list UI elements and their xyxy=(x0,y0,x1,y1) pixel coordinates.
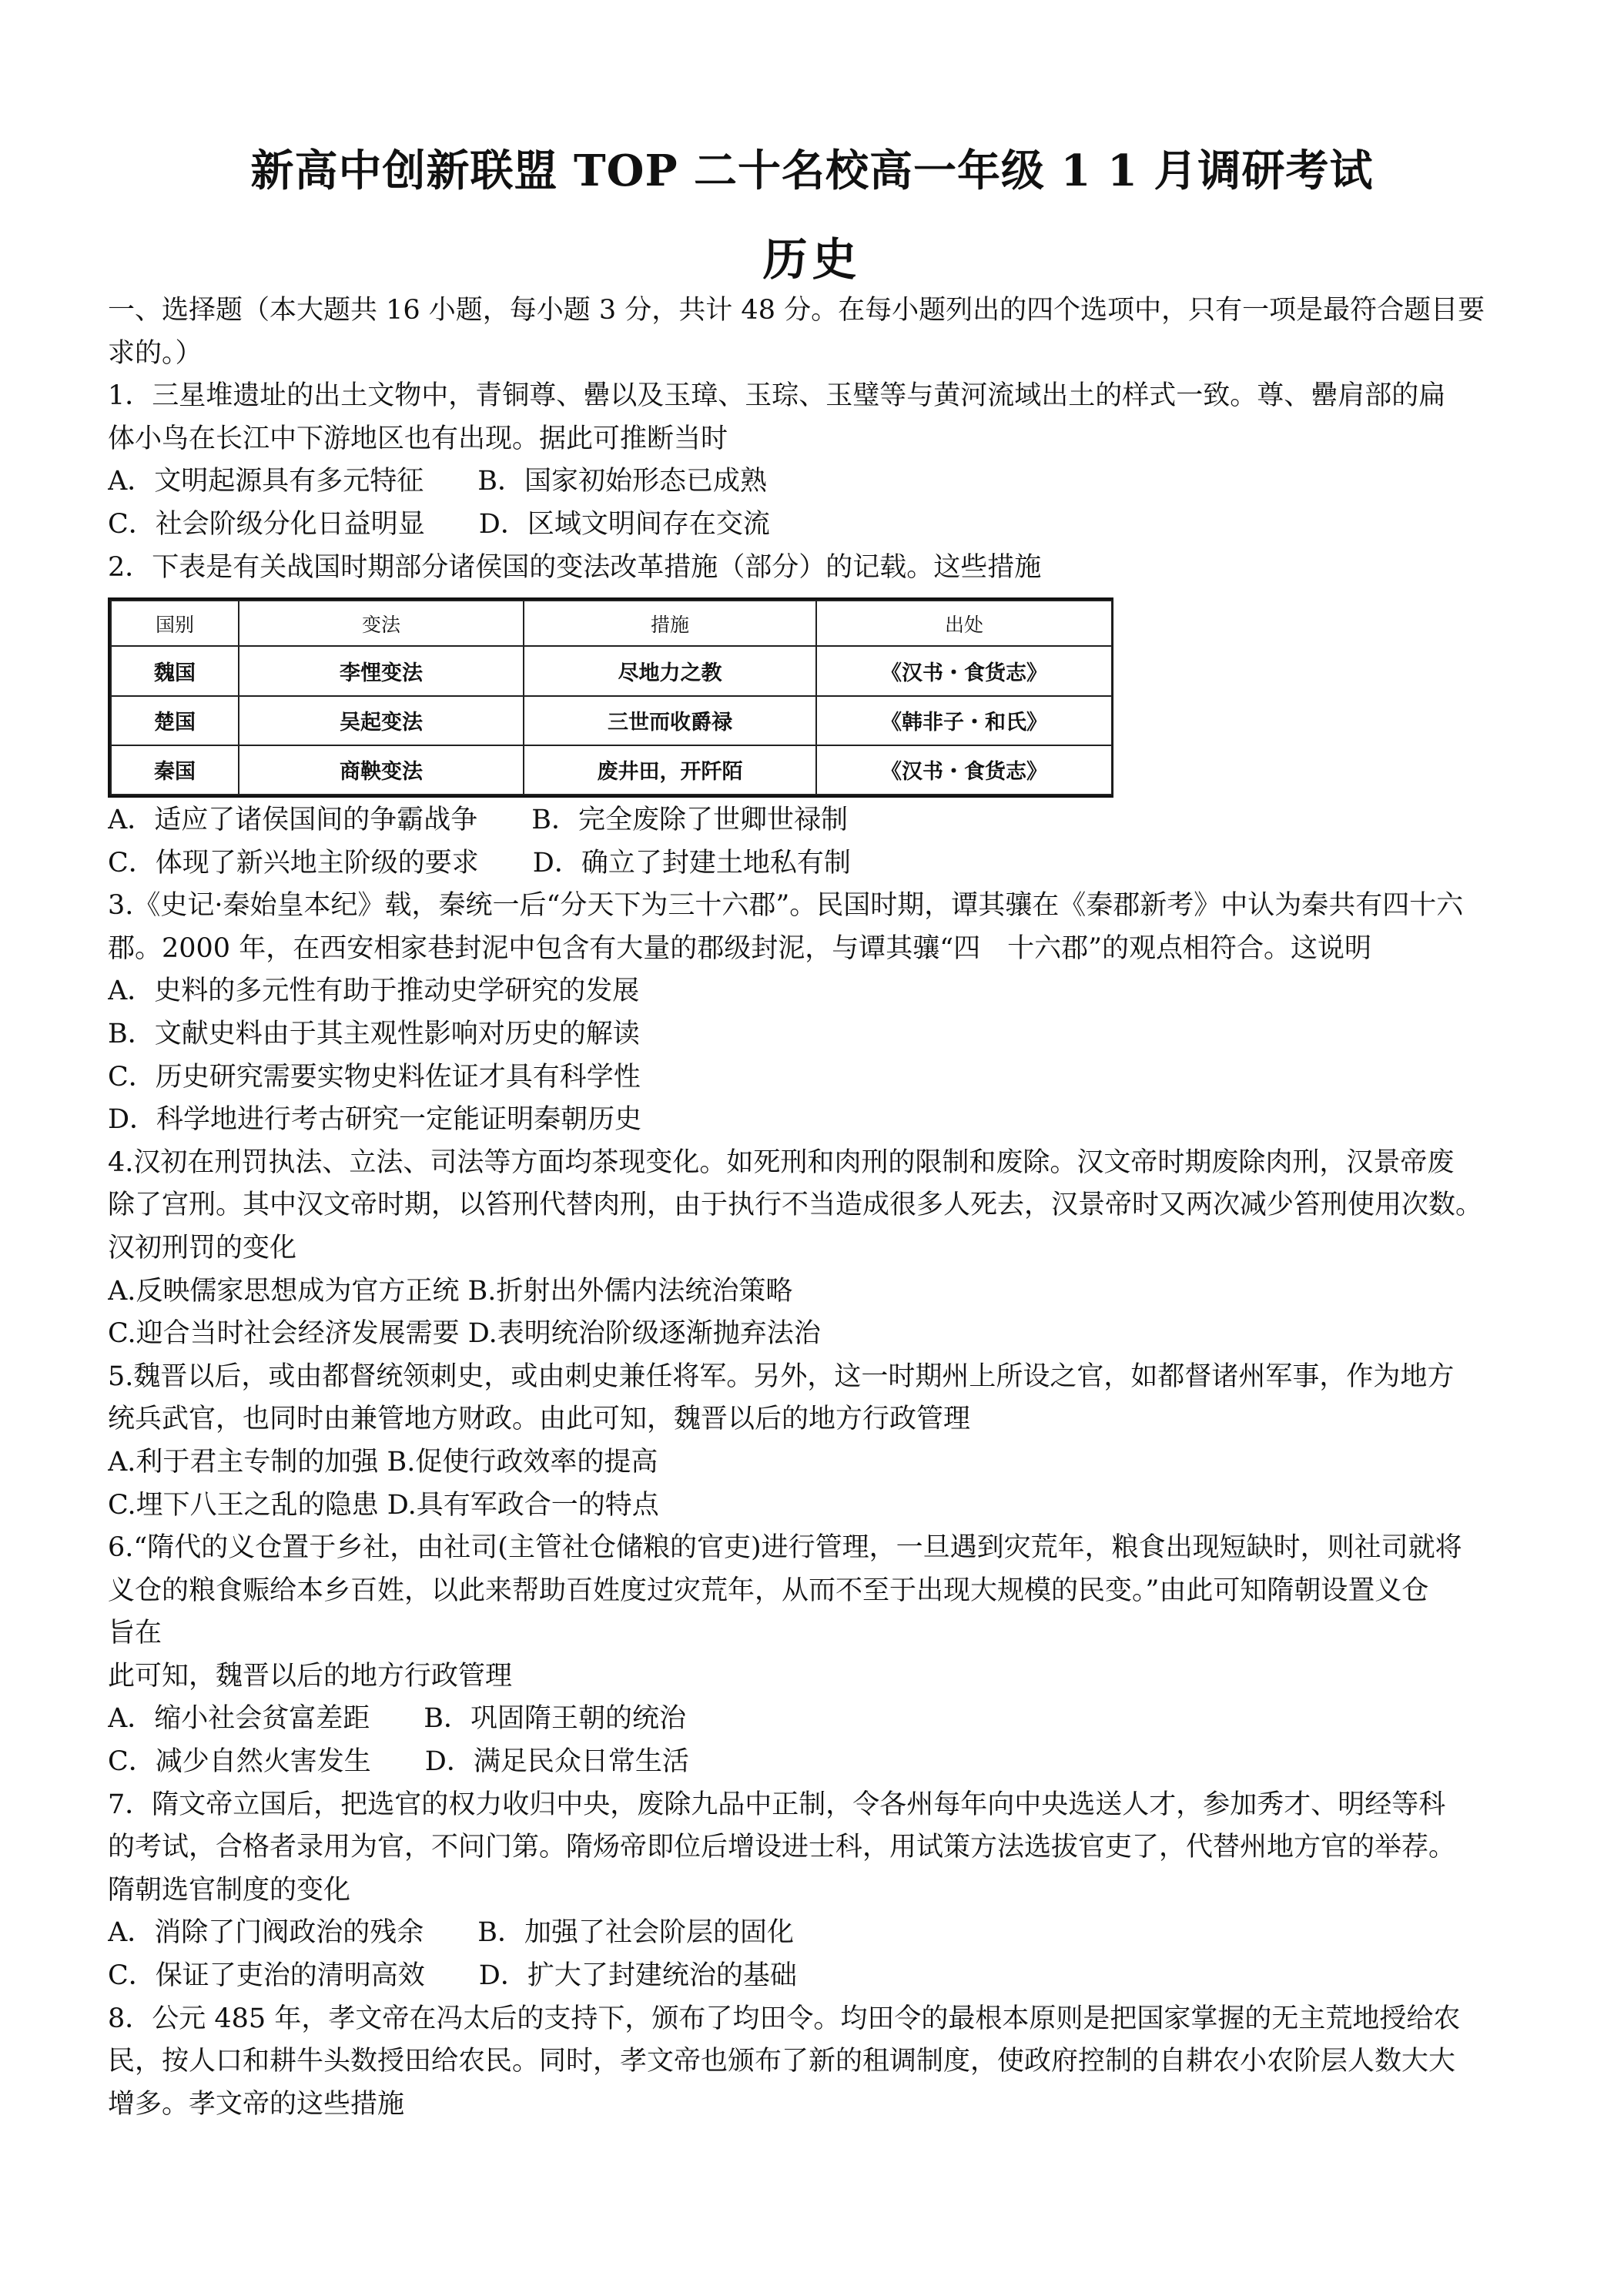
table-cell: 商鞅变法 xyxy=(239,745,524,795)
intro-section xyxy=(108,290,1529,589)
question-7-options: A．消除了门阀政治的残余 B．加强了社会阶层的固化 xyxy=(108,1917,794,1949)
table-cell: 《汉书・食货志》 xyxy=(816,745,1112,795)
table-cell: 《韩非子・和氏》 xyxy=(816,696,1112,745)
question-4-options: C.迎合当时社会经济发展需要 D.表明统治阶级逐渐抛弃法治 xyxy=(108,1318,821,1350)
table-cell: 楚国 xyxy=(111,696,239,745)
question-4-options: A.反映儒家思想成为官方正统 B.折射出外儒内法统治策略 xyxy=(108,1275,793,1307)
question-1-stem: 体小鸟在长江中下游地区也有出现。据此可推断当时 xyxy=(108,423,728,454)
table-cell: 《汉书・食货志》 xyxy=(816,646,1112,695)
question-6-options: C．减少自然火害发生 D．满足民众日常生活 xyxy=(108,1746,689,1778)
question-4-stem: 除了宫刑。其中汉文帝时期，以笞刑代替肉刑，由于执行不当造成很多人死去，汉景帝时又两次减少笞刑使用次数。 xyxy=(108,1190,1483,1221)
question-8-stem: 民，按人口和耕牛头数授田给农民。同时，孝文帝也颁布了新的租调制度，使政府控制的自耕农小农阶层人数大大 xyxy=(108,2046,1456,2077)
table-row xyxy=(111,696,1112,745)
question-6-options: A．缩小社会贫富差距 B．巩固隋王朝的统治 xyxy=(108,1703,686,1735)
question-7-options: C．保证了吏治的清明高效 D．扩大了封建统治的基础 xyxy=(108,1960,797,1992)
question-3-option: B．文献史料由于其主观性影响对历史的解读 xyxy=(108,1018,640,1049)
question-8-stem: 8．公元 485 年，孝文帝在冯太后的支持下，颁布了均田令。均田令的最根本原则是把国家掌握的无主荒地授给农 xyxy=(108,2003,1461,2034)
table-header-cell: 出处 xyxy=(816,601,1112,646)
table-header-cell: 国别 xyxy=(111,601,239,646)
table-header-cell: 变法 xyxy=(239,601,524,646)
table-cell: 尽地力之教 xyxy=(524,646,816,695)
question-5-options: A.利于君主专制的加强 B.促使行政效率的提高 xyxy=(108,1446,658,1478)
table-cell: 秦国 xyxy=(111,745,239,795)
text-line: 一、选择题（本大题共 16 小题，每小题 3 分，共计 48 分。在每小题列出的四个选项中，只有一项是最符合题目要 xyxy=(108,295,1485,326)
text-line: 求的。） xyxy=(108,337,203,369)
question-5-stem: 5.魏晋以后，或由都督统领刺史，或由刺史兼任将军。另外，这一时期州上所设之官，如都督诸州军事，作为地方 xyxy=(108,1361,1455,1392)
question-6-stem: 义仓的粮食赈给本乡百姓，以此来帮助百姓度过灾荒年，从而不至于出现大规模的民变。”由此可知隋朝设置义仓 xyxy=(108,1575,1429,1606)
question-4-stem: 4.汉初在刑罚执法、立法、司法等方面均茶现变化。如死刑和肉刑的限制和废除。汉文帝时期废除肉刑，汉景帝废 xyxy=(108,1146,1455,1178)
question-6-stem: 此可知，魏晋以后的地方行政管理 xyxy=(108,1660,513,1692)
question-2-options: C．体现了新兴地主阶级的要求 D．确立了封建土地私有制 xyxy=(108,847,851,879)
question-4-stem: 汉初刑罚的变化 xyxy=(108,1232,297,1263)
exam-title: 新高中创新联盟 TOP 二十名校高一年级 1 1 月调研考试 xyxy=(250,146,1374,196)
question-8-stem: 增多。孝文帝的这些措施 xyxy=(108,2088,405,2120)
question-6-stem: 6.“隋代的义仓置于乡社，由社司(主管社仓储粮的官吏)进行管理，一旦遇到灾荒年，粮食出现短缺时，则社司就将 xyxy=(108,1532,1462,1564)
table-header-cell: 措施 xyxy=(524,601,816,646)
question-3-stem: 3.《史记·秦始皇本纪》载，秦统一后“分天下为三十六郡”。民国时期，谭其骧在《秦郡新考》中认为秦共有四十六 xyxy=(108,890,1464,922)
table-row xyxy=(111,646,1112,695)
question-2-options: A．适应了诸侯国间的争霸战争 B．完全废除了世卿世禄制 xyxy=(108,805,848,835)
table-cell: 魏国 xyxy=(111,646,239,695)
question-5-stem: 统兵武官，也同时由兼管地方财政。由此可知，魏晋以后的地方行政管理 xyxy=(108,1404,971,1435)
question-7-stem: 7．隋文帝立国后，把选官的权力收归中央，废除九品中正制，令各州每年向中央选送人才，参加秀才、明经等科 xyxy=(108,1789,1446,1820)
question-6-stem: 旨在 xyxy=(108,1618,162,1649)
table-row xyxy=(111,745,1112,795)
question-1-options: C．社会阶级分化日益明显 D．区域文明间存在交流 xyxy=(108,508,770,540)
questions-section xyxy=(108,799,1529,2126)
table-header-row xyxy=(111,601,1112,646)
reform-table xyxy=(108,597,1113,798)
table-cell: 废井田，开阡陌 xyxy=(524,745,816,795)
question-2-stem: 2．下表是有关战国时期部分诸侯国的变法改革措施（部分）的记载。这些措施 xyxy=(108,551,1042,583)
table-cell: 三世而收爵禄 xyxy=(524,696,816,745)
question-3-stem: 郡。2000 年，在西安相家巷封泥中包含有大量的郡级封泥，与谭其骧“四 十六郡”的观点相符合。这说明 xyxy=(108,932,1371,964)
table-cell: 吴起变法 xyxy=(239,696,524,745)
question-1-options: A．文明起源具有多元特征 B．国家初始形态已成熟 xyxy=(108,466,767,497)
question-3-option: A．史料的多元性有助于推动史学研究的发展 xyxy=(108,976,640,1007)
question-5-options: C.埋下八王之乱的隐患 D.具有军政合一的特点 xyxy=(108,1489,659,1521)
table-cell: 李悝变法 xyxy=(239,646,524,695)
question-3-option: C．历史研究需要实物史料佐证才具有科学性 xyxy=(108,1061,641,1093)
question-1-stem: 1．三星堆遗址的出土文物中，青铜尊、罍以及玉璋、玉琮、玉璧等与黄河流域出土的样式一致。尊、罍肩部的扁 xyxy=(108,380,1446,412)
question-3-option: D．科学地进行考古研究一定能证明秦朝历史 xyxy=(108,1104,642,1136)
question-7-stem: 的考试，合格者录用为官，不问门第。隋炀帝即位后增设进士科，用试策方法选拔官吏了，代替州地方官的举荐。 xyxy=(108,1832,1456,1863)
question-content xyxy=(108,290,1529,2120)
subject-title: 历史 xyxy=(762,233,862,286)
question-7-stem: 隋朝选官制度的变化 xyxy=(108,1874,351,1906)
